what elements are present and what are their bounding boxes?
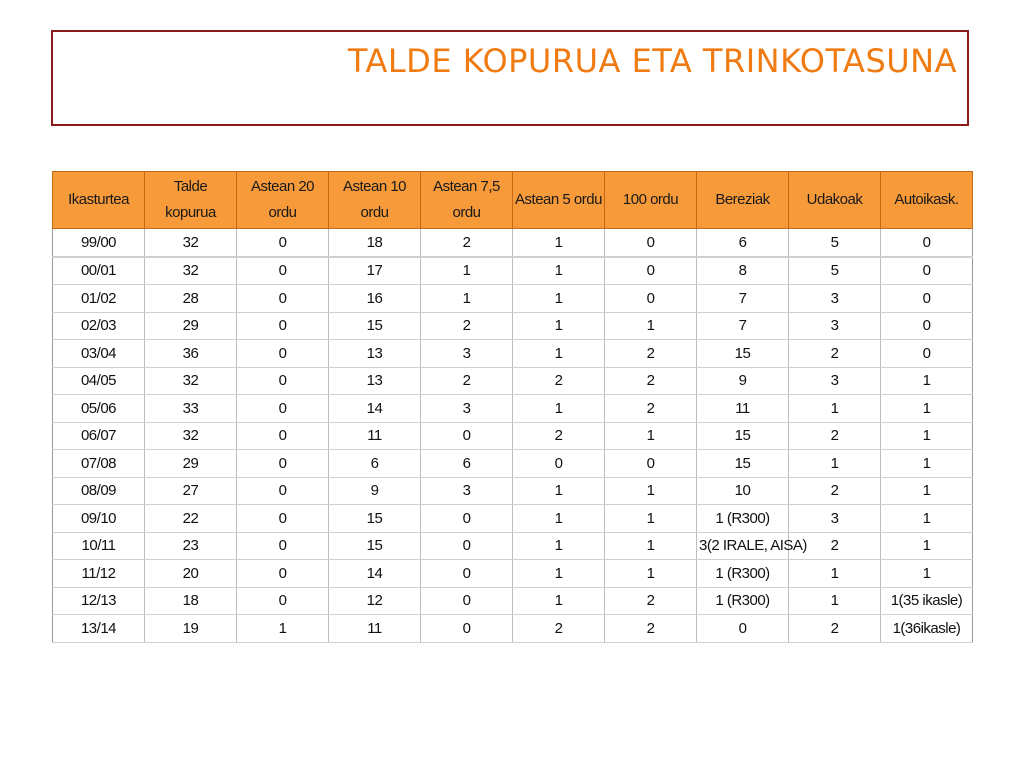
table-cell: 1 [789,450,881,478]
table-cell: 1 [881,505,973,533]
table-cell: 32 [145,367,237,395]
table-cell: 2 [605,615,697,643]
table-row [53,257,973,285]
table-cell: 1(35 ikasle) [881,587,973,615]
table-cell: 10/11 [53,532,145,560]
table-cell: 2 [789,422,881,450]
column-header: Astean 20 ordu [237,172,329,229]
table-cell: 0 [881,340,973,368]
table-cell: 07/08 [53,450,145,478]
table-cell: 02/03 [53,312,145,340]
table-cell: 1 [881,450,973,478]
table-cell: 1 [513,285,605,313]
table-cell: 2 [789,340,881,368]
table-cell: 00/01 [53,257,145,285]
table-cell: 0 [237,312,329,340]
table-cell: 9 [329,477,421,505]
table-cell: 1 [513,395,605,423]
table-cell: 1(36ikasle) [881,615,973,643]
table-cell: 1 [605,560,697,588]
table-row [53,587,973,615]
table-row [53,229,973,257]
table-cell: 2 [421,367,513,395]
table-cell: 0 [237,257,329,285]
table-cell: 1 [513,560,605,588]
table-cell: 0 [237,587,329,615]
table-row [53,532,973,560]
table-cell: 05/06 [53,395,145,423]
table-cell: 0 [237,285,329,313]
table-cell: 7 [697,312,789,340]
table-cell: 29 [145,450,237,478]
table-cell: 0 [605,450,697,478]
table-row [53,560,973,588]
table-cell: 0 [881,229,973,257]
table-cell: 0 [421,587,513,615]
table-cell: 0 [237,422,329,450]
table-cell: 0 [237,477,329,505]
table-cell: 1 [789,395,881,423]
table-cell: 1 [513,340,605,368]
title-box [51,30,969,126]
table-cell: 0 [697,615,789,643]
table-cell: 11/12 [53,560,145,588]
table-cell: 0 [605,257,697,285]
table-cell: 1 [881,422,973,450]
table-cell: 2 [513,422,605,450]
table-cell: 1 [605,422,697,450]
slide-title: TALDE KOPURUA ETA TRINKOTASUNA [347,42,957,80]
table-row [53,422,973,450]
table-cell: 33 [145,395,237,423]
table-cell: 0 [421,615,513,643]
table-cell: 8 [697,257,789,285]
table-cell: 3(2 IRALE, AISA) [697,532,789,560]
table-cell: 6 [421,450,513,478]
table-cell: 2 [789,532,881,560]
table-cell: 20 [145,560,237,588]
table-cell: 1 [789,560,881,588]
table-cell: 15 [697,450,789,478]
table-cell: 0 [237,450,329,478]
table-cell: 1 (R300) [697,587,789,615]
table-cell: 0 [237,229,329,257]
table-cell: 2 [605,587,697,615]
table-cell: 5 [789,257,881,285]
table-cell: 18 [145,587,237,615]
table-cell: 1 [513,312,605,340]
table-cell: 11 [697,395,789,423]
table-cell: 3 [789,312,881,340]
table-cell: 32 [145,229,237,257]
table-row [53,395,973,423]
table-cell: 13/14 [53,615,145,643]
table-cell: 15 [329,532,421,560]
table-cell: 1 [789,587,881,615]
table-cell: 14 [329,560,421,588]
table-cell: 6 [329,450,421,478]
table-cell: 3 [789,285,881,313]
table-cell: 27 [145,477,237,505]
table-row [53,477,973,505]
table-cell: 99/00 [53,229,145,257]
table-cell: 1 [513,587,605,615]
table-cell: 22 [145,505,237,533]
column-header: Astean 7,5 ordu [421,172,513,229]
table-cell: 9 [697,367,789,395]
table-cell: 1 (R300) [697,505,789,533]
table-cell: 1 [513,505,605,533]
table-cell: 2 [513,615,605,643]
table-cell: 2 [605,340,697,368]
table-body [53,229,973,643]
column-header: 100 ordu [605,172,697,229]
table-cell: 01/02 [53,285,145,313]
table-cell: 1 [881,367,973,395]
table-cell: 09/10 [53,505,145,533]
table-cell: 1 [881,532,973,560]
table-cell: 2 [789,615,881,643]
table-cell: 1 [237,615,329,643]
table-cell: 1 [605,532,697,560]
table-cell: 15 [329,505,421,533]
table-cell: 7 [697,285,789,313]
table-cell: 03/04 [53,340,145,368]
table-cell: 0 [513,450,605,478]
table-cell: 1 [605,477,697,505]
column-header: Bereziak [697,172,789,229]
table-cell: 0 [881,312,973,340]
table-cell: 10 [697,477,789,505]
table-row [53,615,973,643]
table-cell: 32 [145,422,237,450]
table-cell: 0 [881,285,973,313]
table-cell: 3 [421,477,513,505]
table-cell: 6 [697,229,789,257]
table-cell: 23 [145,532,237,560]
table-cell: 15 [697,340,789,368]
table-cell: 1 [881,477,973,505]
table-cell: 16 [329,285,421,313]
table-cell: 11 [329,422,421,450]
table-cell: 1 [881,395,973,423]
table-cell: 1 [513,229,605,257]
table-cell: 0 [237,395,329,423]
table-cell: 1 [421,257,513,285]
table-cell: 32 [145,257,237,285]
column-header: Ikasturtea [53,172,145,229]
table-cell: 13 [329,340,421,368]
table-cell: 29 [145,312,237,340]
table-cell: 18 [329,229,421,257]
table-cell: 2 [605,367,697,395]
table-row [53,312,973,340]
table-cell: 3 [789,505,881,533]
table-cell: 0 [421,532,513,560]
table-cell: 3 [421,395,513,423]
table-row [53,367,973,395]
column-header: Astean 5 ordu [513,172,605,229]
table-cell: 17 [329,257,421,285]
table-row [53,505,973,533]
table-cell: 15 [329,312,421,340]
table-cell: 1 [513,477,605,505]
table-cell: 0 [421,560,513,588]
table-cell: 1 [421,285,513,313]
table-cell: 0 [605,285,697,313]
table-row [53,340,973,368]
table-cell: 1 [513,532,605,560]
table-cell: 1 [513,257,605,285]
table-cell: 1 [605,505,697,533]
table-cell: 2 [421,312,513,340]
table-cell: 36 [145,340,237,368]
table-cell: 0 [881,257,973,285]
table-cell: 11 [329,615,421,643]
table-cell: 0 [237,560,329,588]
table-row [53,450,973,478]
table-cell: 12/13 [53,587,145,615]
table-cell: 2 [513,367,605,395]
table-cell: 1 [881,560,973,588]
table-cell: 08/09 [53,477,145,505]
column-header: Astean 10 ordu [329,172,421,229]
header-row [53,172,973,229]
table-cell: 2 [605,395,697,423]
table-cell: 06/07 [53,422,145,450]
table-cell: 12 [329,587,421,615]
table-row [53,285,973,313]
table-cell: 19 [145,615,237,643]
table-cell: 1 (R300) [697,560,789,588]
table-cell: 2 [789,477,881,505]
table-cell: 5 [789,229,881,257]
table-cell: 0 [237,505,329,533]
table-cell: 1 [605,312,697,340]
column-header: Udakoak [789,172,881,229]
table-cell: 04/05 [53,367,145,395]
table-cell: 15 [697,422,789,450]
table-cell: 0 [237,532,329,560]
table-cell: 0 [421,505,513,533]
table-cell: 0 [605,229,697,257]
table-cell: 13 [329,367,421,395]
table-cell: 0 [237,367,329,395]
table-cell: 28 [145,285,237,313]
table-cell: 14 [329,395,421,423]
column-header: Talde kopurua [145,172,237,229]
table-cell: 2 [421,229,513,257]
table-cell: 0 [237,340,329,368]
table-cell: 0 [421,422,513,450]
data-table [52,171,973,643]
table-cell: 3 [789,367,881,395]
column-header: Autoikask. [881,172,973,229]
table-cell: 3 [421,340,513,368]
